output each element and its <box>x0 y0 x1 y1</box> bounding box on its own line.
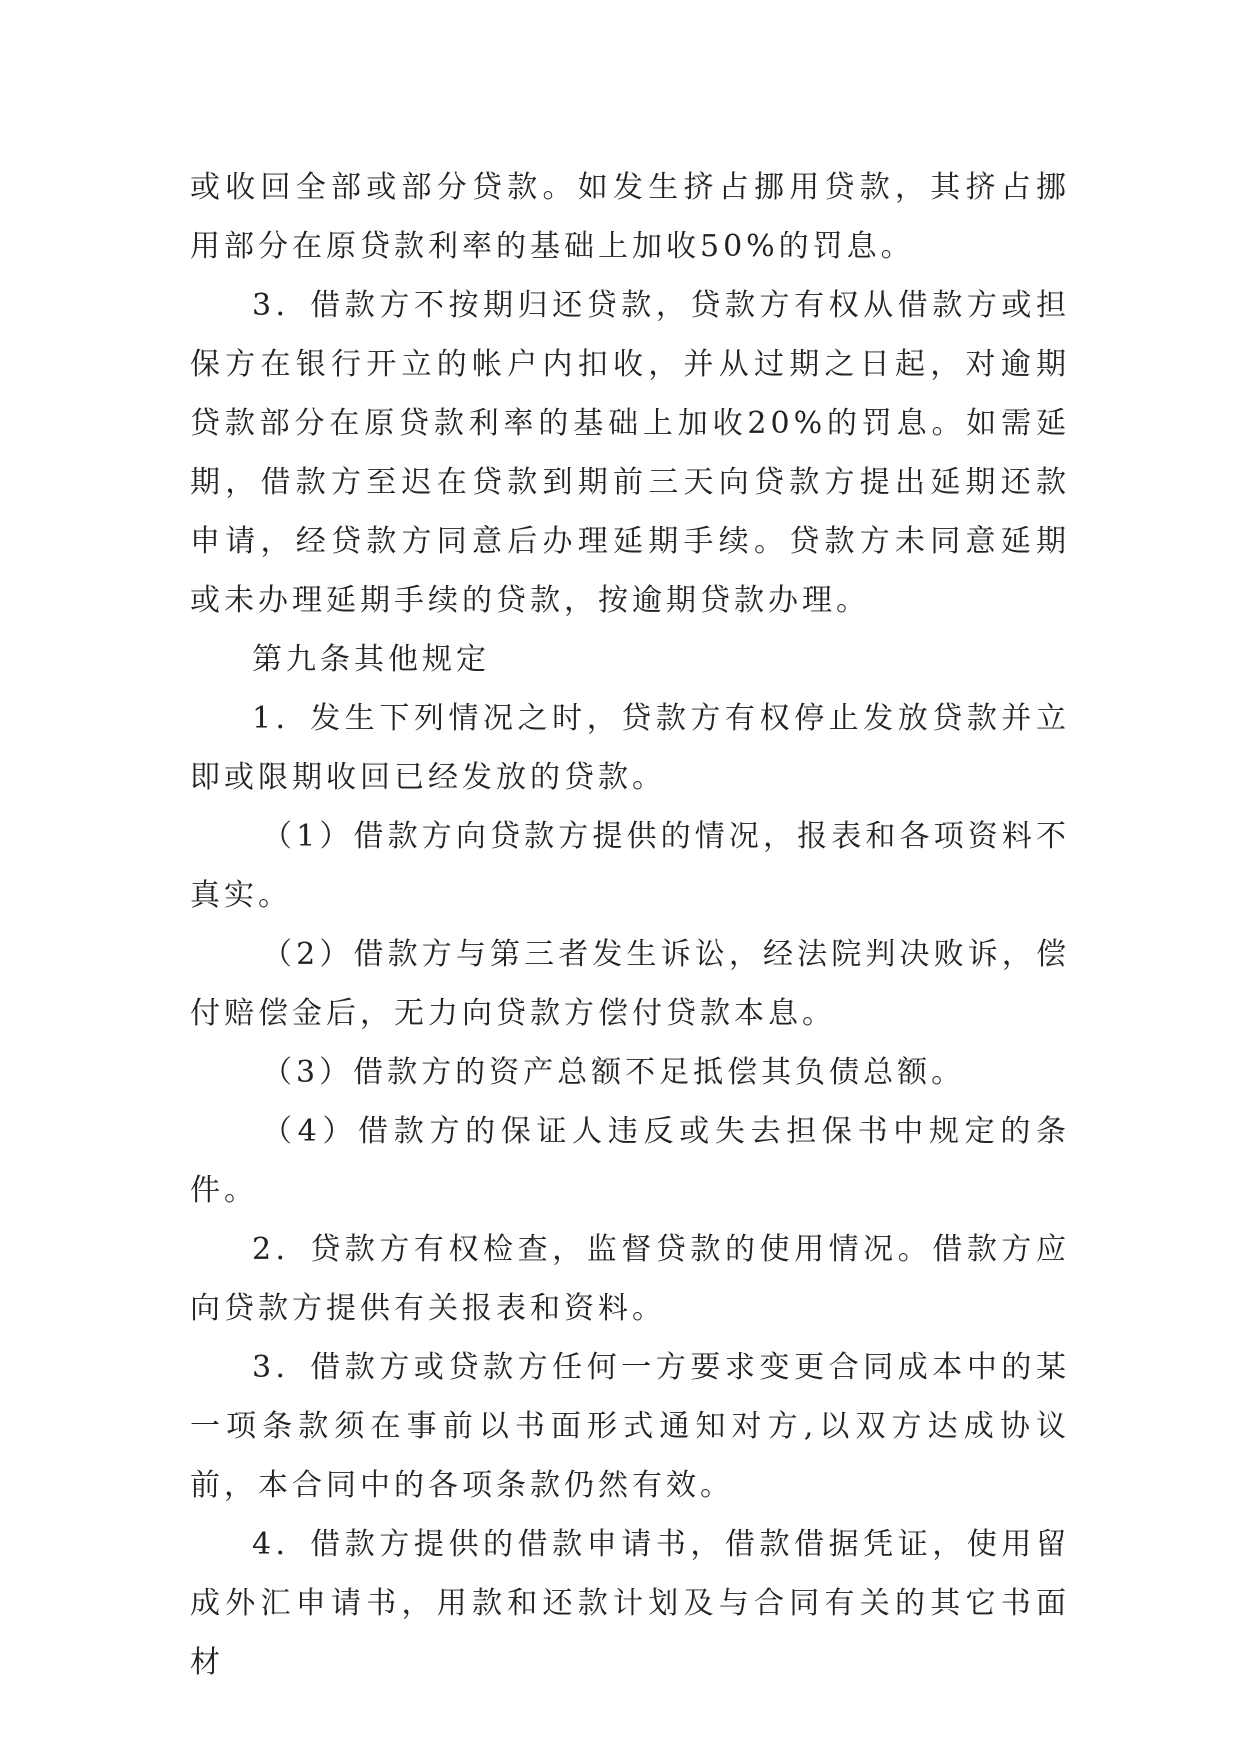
list-item-3: （3）借款方的资产总额不足抵偿其负债总额。 <box>262 1055 966 1090</box>
paragraph-clause-4-documents: 4．借款方提供的借款申请书，借款借据凭证，使用留成外汇申请书，用款和还款计划及与合同有关的其它书面材 <box>190 1527 1070 1680</box>
section-heading-article-9: 第九条其他规定 <box>252 642 490 677</box>
paragraph-penalty-misuse: 或收回全部或部分贷款。如发生挤占挪用贷款，其挤占挪用部分在原贷款利率的基础上加收50%的罚息。 <box>190 170 1070 264</box>
document-body <box>190 158 1070 1692</box>
paragraph-clause-3-overdue: 3．借款方不按期归还贷款，贷款方有权从借款方或担保方在银行开立的帐户内扣收，并从过期之日起，对逾期贷款部分在原贷款利率的基础上加收20%的罚息。如需延期，借款方至迟在贷款到期前三天向贷款方提出延期还款申请，经贷款方同意后办理延期手续。贷款方未同意延期或未办理延期手续的贷款，按逾期贷款办理。 <box>190 288 1070 618</box>
paragraph-clause-1-stop-loan: 1．发生下列情况之时，贷款方有权停止发放贷款并立即或限期收回已经发放的贷款。 <box>190 701 1070 795</box>
list-item-2: （2）借款方与第三者发生诉讼，经法院判决败诉，偿付赔偿金后，无力向贷款方偿付贷款本息。 <box>190 937 1070 1031</box>
list-item-1: （1）借款方向贷款方提供的情况，报表和各项资料不真实。 <box>190 819 1070 913</box>
paragraph-clause-3-amendment: 3．借款方或贷款方任何一方要求变更合同成本中的某一项条款须在事前以书面形式通知对方,以双方达成协议前，本合同中的各项条款仍然有效。 <box>190 1350 1070 1503</box>
list-item-4: （4）借款方的保证人违反或失去担保书中规定的条件。 <box>190 1114 1070 1208</box>
paragraph-clause-2-inspection: 2．贷款方有权检查，监督贷款的使用情况。借款方应向贷款方提供有关报表和资料。 <box>190 1232 1070 1326</box>
